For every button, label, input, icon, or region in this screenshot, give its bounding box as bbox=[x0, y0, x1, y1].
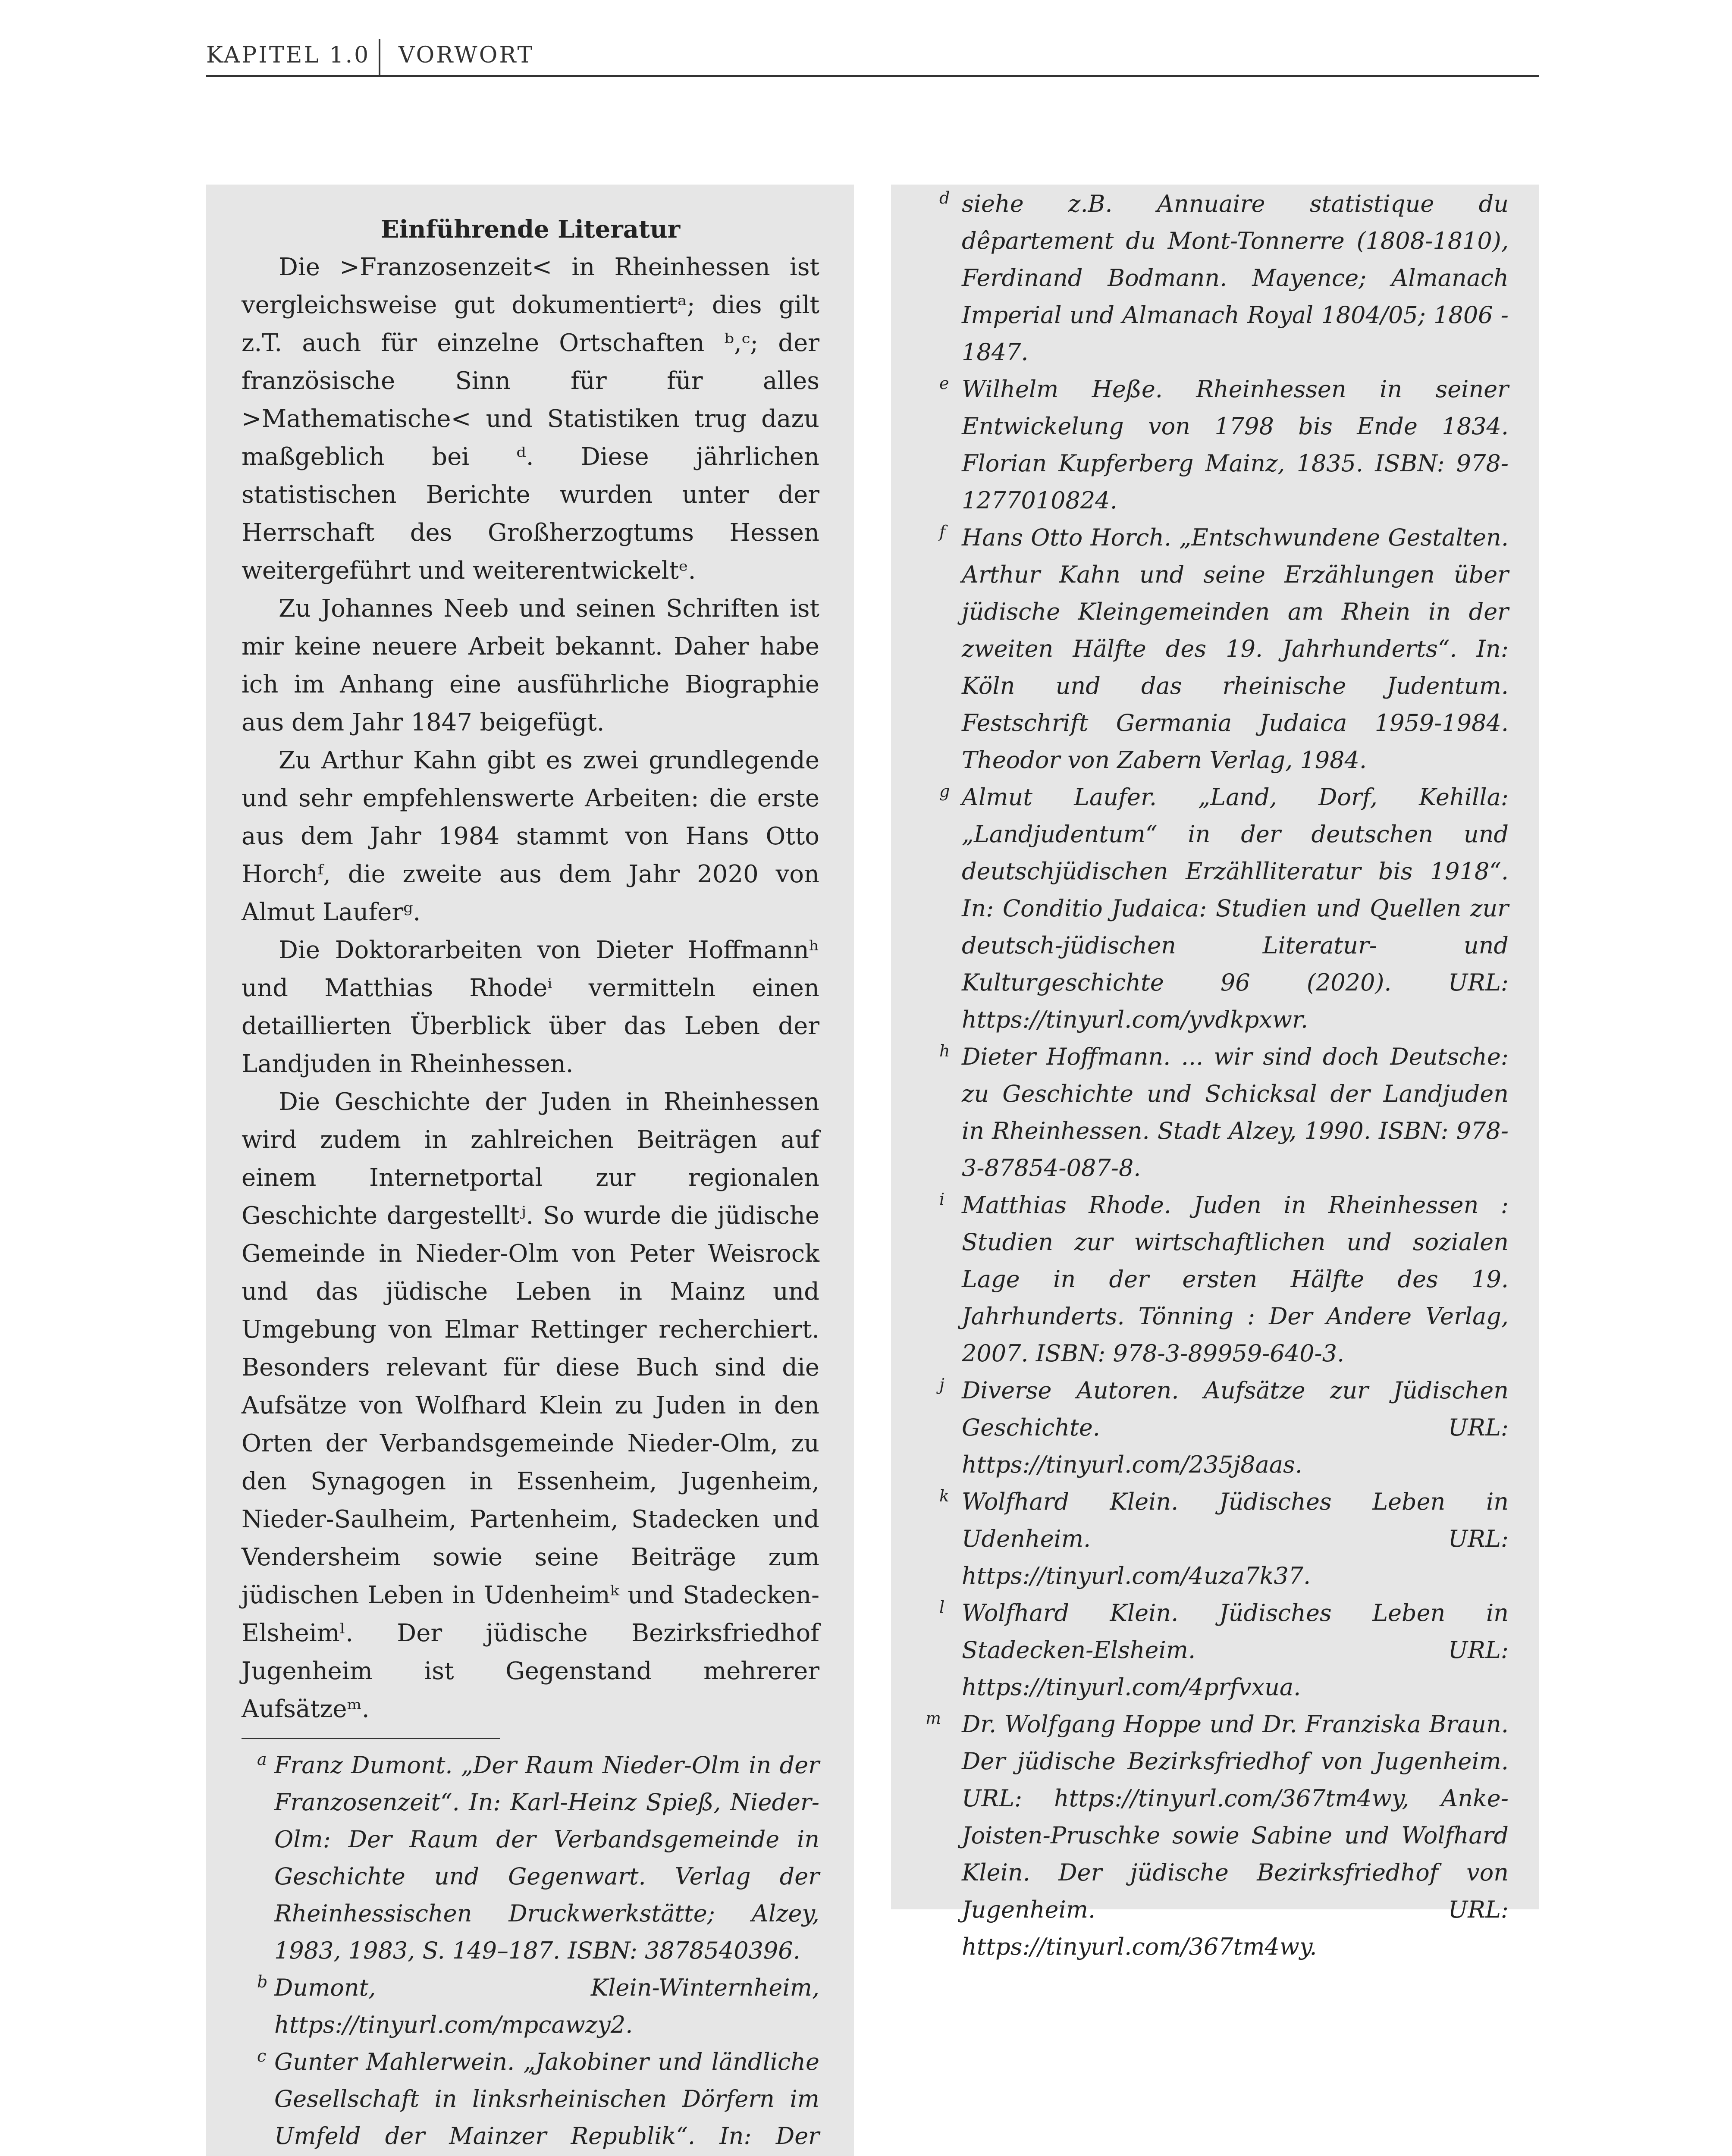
footnote-text: Gunter Mahlerwein. „Jakobiner und ländliche Gesellschaft in linksrheinischen Dörfern im Umfeld der Mainzer Republik“. In: Der bbox=[274, 2048, 819, 2150]
footnote-mark: g bbox=[939, 782, 950, 801]
footnote-text: Wilhelm Heße. Rheinhessen in seiner Entwickelung von 1798 bis Ende 1834. Florian Kupferberg Mainz, 1835. ISBN: 978-1277010824. bbox=[962, 376, 1509, 514]
footnote-mark: c bbox=[257, 2046, 267, 2065]
footnote-mark: e bbox=[939, 374, 949, 393]
footnote-mark: h bbox=[939, 1041, 950, 1060]
footnote-mark: l bbox=[939, 1598, 945, 1617]
footnote bbox=[940, 1187, 1509, 1372]
paragraph: Zu Johannes Neeb und seinen Schriften ist mir keine neuere Arbeit bekannt. Daher habe ich im Anhang eine ausführliche Biographie aus dem Jahr 1847 beigefügt. bbox=[242, 595, 819, 736]
footnote bbox=[940, 1038, 1509, 1187]
footnote-text: Matthias Rhode. Juden in Rheinhessen : Studien zur wirtschaftlichen und sozialen Lage in der ersten Hälfte des 19. Jahrhunderts. Tönning : Der Andere Verlag, 2007. ISBN: 978-3-89959-640-3. bbox=[962, 1191, 1509, 1367]
footnote-text: Wolfhard Klein. Jüdisches Leben in Udenheim. URL: https://tinyurl.com/4uza7k37. bbox=[962, 1488, 1509, 1589]
chapter-label: KAPITEL 1.0 bbox=[206, 42, 370, 68]
footnote bbox=[926, 1706, 1509, 1965]
footnote-text: Dr. Wolfgang Hoppe und Dr. Franziska Braun. Der jüdische Bezirksfriedhof von Jugenheim. URL: https://tinyurl.com/367tm4wy, Anke-Joisten-Pruschke sowie Sabine und Wolfhard Klein. Der jüdische Bezirksfriedhof von Jugenheim. URL: https://tinyurl.com/367tm4wy. bbox=[962, 1711, 1509, 1960]
footnote-mark: m bbox=[926, 1709, 941, 1728]
footnote-mark: i bbox=[939, 1190, 945, 1209]
footnote-mark: k bbox=[939, 1486, 950, 1505]
footnote-divider bbox=[242, 1738, 500, 1739]
footnote bbox=[940, 779, 1509, 1038]
footnote-mark: f bbox=[939, 522, 946, 541]
footnote-text: Diverse Autoren. Aufsätze zur Jüdischen Geschichte. URL: https://tinyurl.com/235j8aas. bbox=[962, 1377, 1509, 1478]
right-column bbox=[926, 185, 1509, 1965]
footnote-text: Dieter Hoffmann. ... wir sind doch Deutsche: zu Geschichte und Schicksal der Landjuden in Rheinhessen. Stadt Alzey, 1990. ISBN: 978-3-87854-087-8. bbox=[962, 1043, 1509, 1181]
paragraph: Die Geschichte der Juden in Rheinhessen wird zudem in zahlreichen Beiträgen auf einem Internetportal zur regionalen Geschichte dargestelltʲ. So wurde die jüdische Gemeinde in Nieder-Olm von Peter Weisrock und das jüdische Leben in Mainz und Umgebung von Elmar Rettinger recherchiert. Besonders relevant für diese Buch sind die Aufsätze von Wolfhard Klein zu Juden in den Orten der Verbandsgemeinde Nieder-Olm, zu den Synagogen in Essenheim, Jugenheim, Nieder-Saulheim, Partenheim, Stadecken und Vendersheim sowie seine Beiträge zum jüdischen Leben in Udenheimᵏ und Stadecken-Elsheimˡ. Der jüdische Bezirksfriedhof Jugenheim ist Gegenstand mehrerer Aufsätzeᵐ. bbox=[242, 1088, 819, 1723]
footnote bbox=[242, 1969, 819, 2043]
footnote-text: Franz Dumont. „Der Raum Nieder-Olm in der Franzosenzeit“. In: Karl-Heinz Spieß, Nieder-Olm: Der Raum der Verbandsgemeinde in Geschichte und Gegenwart. Verlag der Rheinhessischen Druckwerkstätte; Alzey, 1983, 1983, S. 149–187. ISBN: 3878540396. bbox=[274, 1752, 819, 1964]
footnote bbox=[940, 371, 1509, 519]
running-header bbox=[206, 39, 1539, 77]
footnote bbox=[242, 2043, 819, 2156]
footnote bbox=[940, 1372, 1509, 1483]
header-divider bbox=[379, 39, 380, 75]
footnote-mark: j bbox=[939, 1375, 944, 1394]
left-column bbox=[242, 210, 819, 2156]
footnote bbox=[940, 1595, 1509, 1706]
footnote bbox=[940, 519, 1509, 779]
footnote bbox=[940, 185, 1509, 371]
paragraph: Zu Arthur Kahn gibt es zwei grundlegende und sehr empfehlenswerte Arbeiten: die erste aus dem Jahr 1984 stammt von Hans Otto Horchᶠ, die zweite aus dem Jahr 2020 von Almut Lauferᵍ. bbox=[242, 746, 819, 926]
footnote-text: Dumont, Klein-Winternheim, https://tinyurl.com/mpcawzy2. bbox=[274, 1974, 819, 2038]
footnote-mark: a bbox=[257, 1750, 267, 1769]
footnote-text: Wolfhard Klein. Jüdisches Leben in Stadecken-Elsheim. URL: https://tinyurl.com/4prfvxua. bbox=[962, 1599, 1509, 1701]
paragraph: Die >Franzosenzeit< in Rheinhessen ist vergleichsweise gut dokumentiertᵃ; dies gilt z.T. auch für einzelne Ortschaften ᵇ,ᶜ; der französische Sinn für für alles >Mathematische< und Statistiken trug dazu maßgeblich bei ᵈ. Diese jährlichen statistischen Berichte wurden unter der Herrschaft des Großherzogtums Hessen weitergeführt und weiterentwickeltᵉ. bbox=[242, 253, 819, 585]
paragraph: Die Doktorarbeiten von Dieter Hoffmannʰ und Matthias Rhodeⁱ vermitteln einen detaillierten Überblick über das Leben der Landjuden in Rheinhessen. bbox=[242, 936, 819, 1078]
footnote bbox=[940, 1483, 1509, 1595]
footnote-text: Hans Otto Horch. „Entschwundene Gestalten. Arthur Kahn und seine Erzählungen über jüdische Kleingemeinden am Rhein in der zweiten Hälfte des 19. Jahrhunderts“. In: Köln und das rheinische Judentum. Festschrift Germania Judaica 1959-1984. Theodor von Zabern Verlag, 1984. bbox=[962, 524, 1509, 774]
footnote bbox=[242, 1747, 819, 1969]
section-title: Einführende Literatur bbox=[380, 215, 681, 244]
footnote-mark: d bbox=[939, 188, 950, 207]
footnote-text: Almut Laufer. „Land, Dorf, Kehilla: „Landjudentum“ in der deutschen und deutschjüdischen Erzählliteratur bis 1918“. In: Conditio Judaica: Studien und Quellen zur deutsch-jüdischen Literatur- und Kulturgeschichte 96 (2020). URL: https://tinyurl.com/yvdkpxwr. bbox=[962, 783, 1509, 1033]
footnote-text: siehe z.B. Annuaire statistique du dêpartement du Mont-Tonnerre (1808-1810), Ferdinand Bodmann. Mayence; Almanach Imperial und Almanach Royal 1804/05; 1806 - 1847. bbox=[962, 190, 1509, 366]
footnote-mark: b bbox=[257, 1972, 268, 1991]
header-title: VORWORT bbox=[398, 42, 534, 68]
